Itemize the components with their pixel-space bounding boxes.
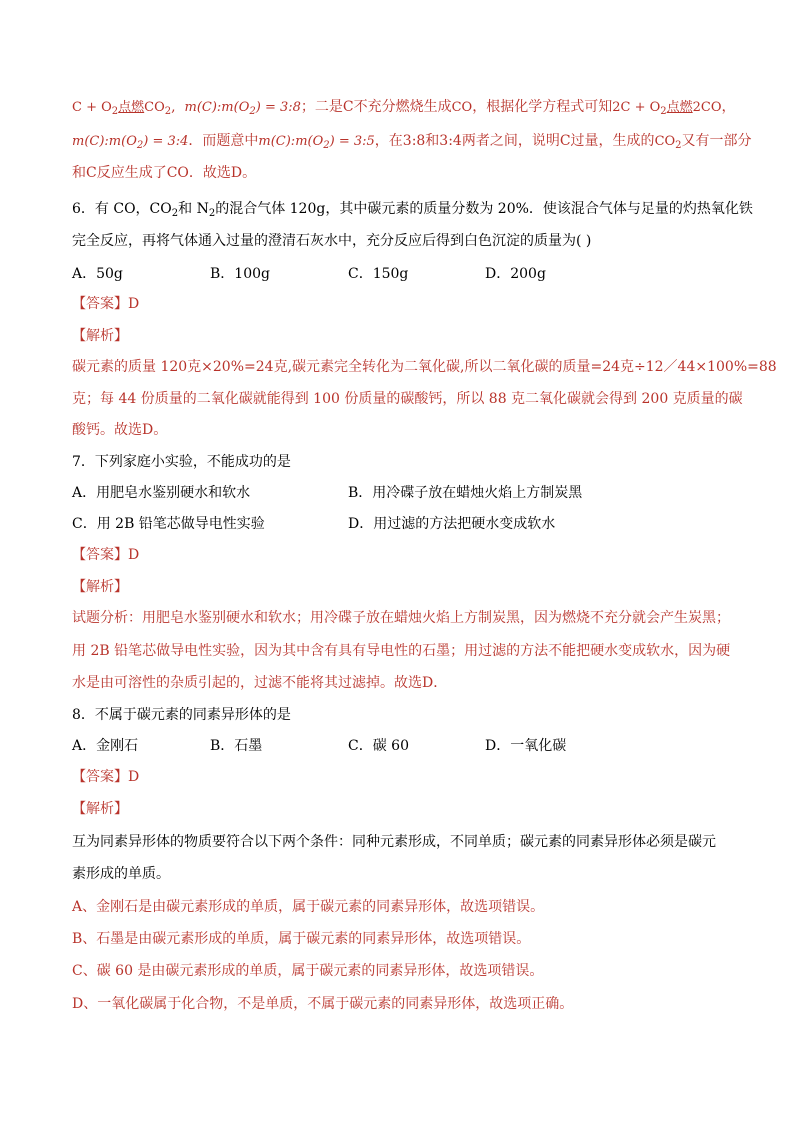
q6-option-c: C．150g xyxy=(348,266,409,282)
q8-option-b: B．石墨 xyxy=(210,738,263,754)
q7-option-d: D．用过滤的方法把硬水变成软水 xyxy=(348,516,556,532)
q7-answer: 【答案】D xyxy=(72,547,140,563)
q8-analysis-tag: 【解析】 xyxy=(72,801,128,817)
q7-option-b: B．用冷碟子放在蜡烛火焰上方制炭黑 xyxy=(348,485,583,501)
q8-stem: 8．不属于碳元素的同素异形体的是 xyxy=(72,707,291,723)
q5-analysis-line-1: $C + O_2$点燃$CO_2$, $m(C):m(O_2)$ = 3:8；二是C不充分燃烧生成CO，根据化学方程式可知$2C + O_2$点燃2CO， xyxy=(72,99,736,117)
q6-analysis-line-3: 酸钙。故选D。 xyxy=(72,422,168,438)
q8-analysis-option-c: C、碳 60 是由碳元素形成的单质，属于碳元素的同素异形体，故选项错误。 xyxy=(72,963,544,979)
q8-option-c: C．碳 60 xyxy=(348,738,409,754)
q5-analysis-line-3: 和C反应生成了CO．故选D。 xyxy=(72,165,257,181)
q6-option-a: A．50g xyxy=(72,266,123,282)
q6-option-d: D．200g xyxy=(485,266,546,282)
q6-stem-line-2: 完全反应，再将气体通入过量的澄清石灰水中，充分反应后得到白色沉淀的质量为( ) xyxy=(72,233,592,249)
q5-analysis-line-2: $m(C):m(O_2)$ = 3:4．而题意中$m(C):m(O_2)$ = 3:5，在3:8和3:4两者之间，说明C过量，生成的$CO_2$又有一部分 xyxy=(72,133,752,151)
q7-analysis-line-3: 水是由可溶性的杂质引起的，过滤不能将其过滤掉。故选D． xyxy=(72,675,448,691)
q6-option-b: B．100g xyxy=(210,266,270,282)
q7-analysis-line-2: 用 2B 铅笔芯做导电性实验，因为其中含有具有导电性的石墨；用过滤的方法不能把硬水变成软水，因为硬 xyxy=(72,643,731,659)
q8-option-d: D．一氧化碳 xyxy=(485,738,567,754)
q8-analysis-option-a: A、金刚石是由碳元素形成的单质，属于碳元素的同素异形体，故选项错误。 xyxy=(72,899,545,915)
q8-analysis-option-b: B、石墨是由碳元素形成的单质，属于碳元素的同素异形体，故选项错误。 xyxy=(72,931,531,947)
q6-stem-line-1: 6．有 CO，$CO_2$和 $N_2$的混合气体 120g，其中碳元素的质量分数为 20%．使该混合气体与足量的灼热氧化铁 xyxy=(72,201,753,219)
q8-answer: 【答案】D xyxy=(72,769,140,785)
q8-analysis-option-d: D、一氧化碳属于化合物，不是单质，不属于碳元素的同素异形体，故选项正确。 xyxy=(72,996,574,1012)
q8-analysis-line-1: 互为同素异形体的物质要符合以下两个条件：同种元素形成，不同单质；碳元素的同素异形体必须是碳元 xyxy=(72,834,716,850)
q7-analysis-tag: 【解析】 xyxy=(72,579,128,595)
q7-stem: 7．下列家庭小实验，不能成功的是 xyxy=(72,454,291,470)
q8-option-a: A．金刚石 xyxy=(72,738,139,754)
q6-analysis-line-2: 克；每 44 份质量的二氧化碳就能得到 100 份质量的碳酸钙，所以 88 克二氧化碳就会得到 200 克质量的碳 xyxy=(72,391,743,407)
q7-option-a: A．用肥皂水鉴别硬水和软水 xyxy=(72,485,251,501)
q7-option-c: C．用 2B 铅笔芯做导电性实验 xyxy=(72,516,265,532)
q7-analysis-line-1: 试题分析：用肥皂水鉴别硬水和软水；用冷碟子放在蜡烛火焰上方制炭黑，因为燃烧不充分就会产生炭黑； xyxy=(72,610,730,626)
q6-answer: 【答案】D xyxy=(72,296,140,312)
q8-analysis-line-2: 素形成的单质。 xyxy=(72,866,170,882)
q6-analysis-line-1: 碳元素的质量 120克×20%=24克,碳元素完全转化为二氧化碳,所以二氧化碳的质量=24克÷12／44×100%=88 xyxy=(72,359,777,375)
q6-analysis-tag: 【解析】 xyxy=(72,328,128,344)
